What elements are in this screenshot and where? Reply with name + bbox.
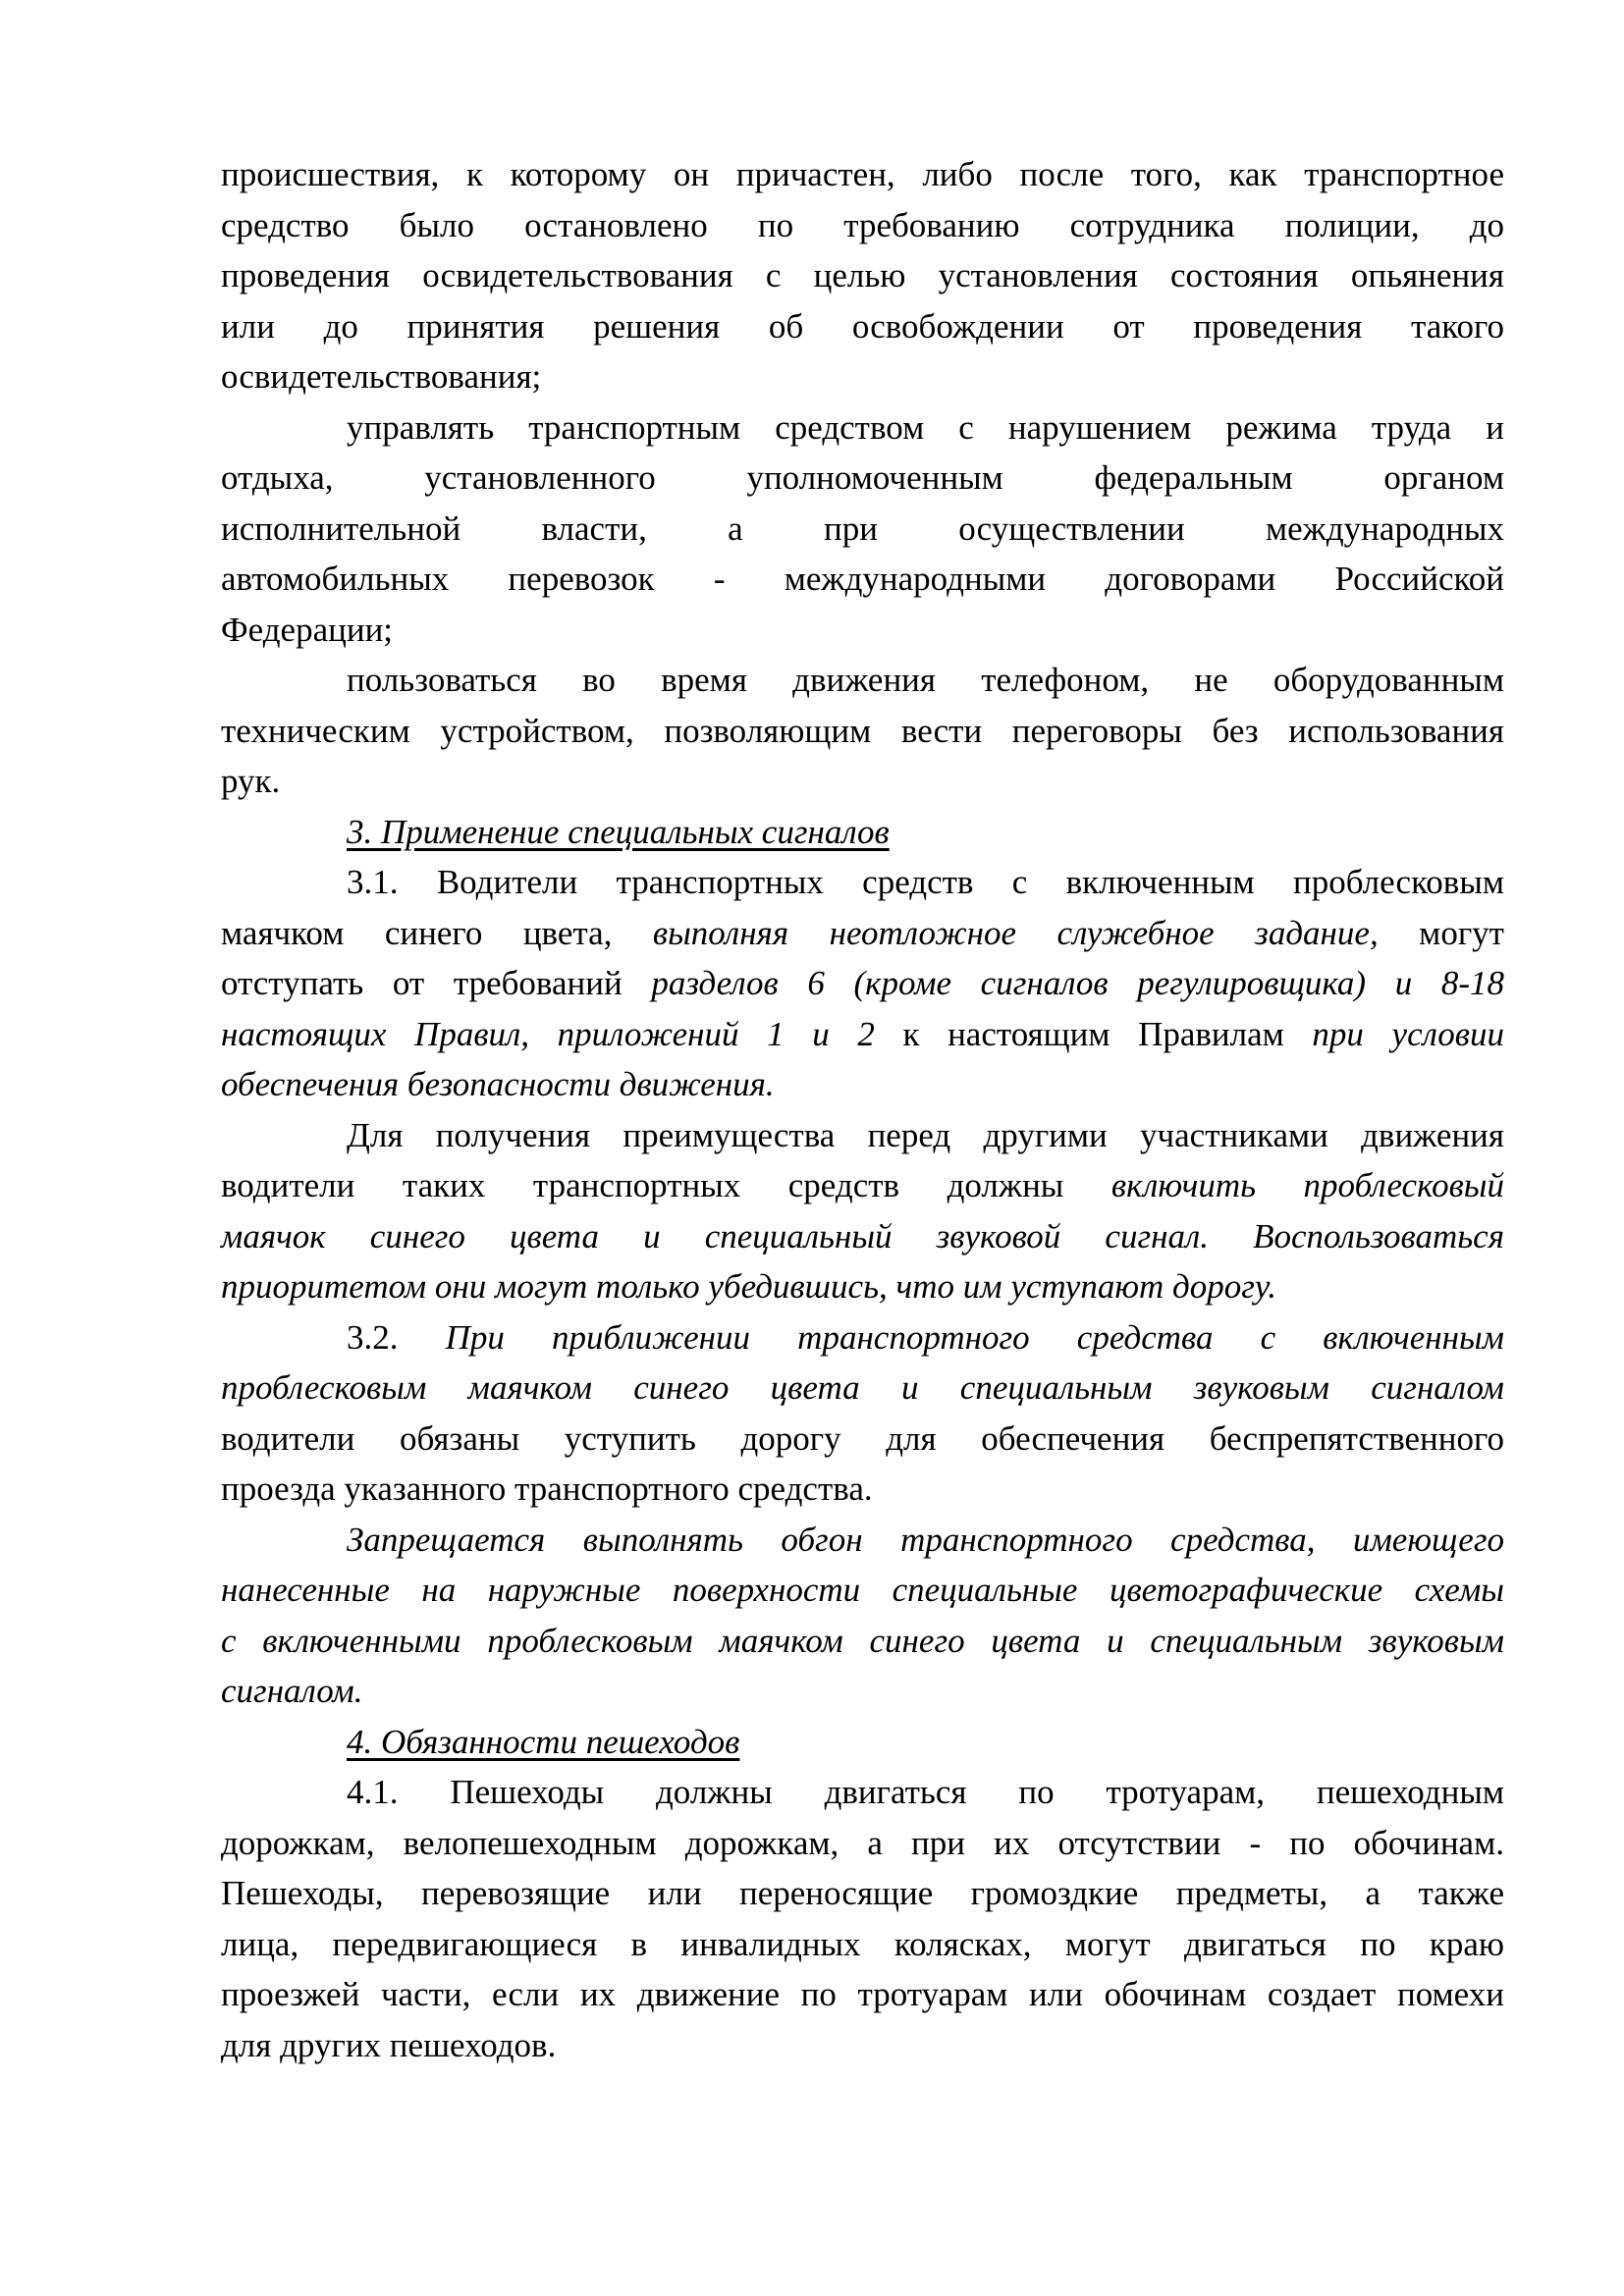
text-run: отдыха, установленного уполномоченным федеральным органом <box>221 458 1504 497</box>
text-line <box>221 200 1504 251</box>
text-run: техническим устройством, позволяющим вести переговоры без использования <box>221 711 1504 750</box>
text-line <box>221 351 1504 402</box>
text-line <box>221 2020 1504 2071</box>
text-run-italic: при условии <box>1312 1014 1504 1053</box>
text-line <box>221 1919 1504 1970</box>
text-line <box>221 605 1504 656</box>
text-run: или до принятия решения об освобождении от проведения такого <box>221 306 1504 346</box>
text-line <box>221 250 1504 301</box>
text-run: проезжей части, если их движение по тротуарам или обочинам создает помехи <box>221 1975 1504 2013</box>
text-line <box>221 402 1504 454</box>
text-run: водители обязаны уступить дорогу для обеспечения беспрепятственного <box>221 1418 1504 1458</box>
text-line <box>221 301 1504 352</box>
text-run-italic: включить проблесковый <box>1110 1166 1505 1204</box>
text-line <box>221 1059 1504 1110</box>
text-line <box>221 1515 1504 1566</box>
text-run: Для получения преимущества перед другими участниками движения <box>347 1115 1504 1154</box>
text-run: водители таких транспортных средств должны <box>221 1166 1111 1204</box>
text-line <box>221 1969 1504 2020</box>
text-line <box>221 149 1504 200</box>
text-run-italic: разделов 6 (кроме сигналов регулировщика) и 8-18 <box>651 964 1504 1002</box>
text-line <box>221 1616 1504 1667</box>
section-4-heading <box>221 1717 1504 1768</box>
text-run: автомобильных перевозок - международными договорами Российской <box>221 560 1504 598</box>
text-line <box>221 1362 1504 1414</box>
text-run: дорожкам, велопешеходным дорожкам, а при их отсутствии - по обочинам. <box>221 1823 1504 1862</box>
text-line <box>221 1009 1504 1060</box>
text-run: Пешеходы, перевозящие или переносящие громоздкие предметы, а также <box>221 1874 1504 1912</box>
heading-text: 3. Применение специальных сигналов <box>347 812 890 851</box>
text-line <box>221 1211 1504 1262</box>
text-run: отступать от требований <box>221 964 652 1002</box>
text-run: 3.2. <box>347 1317 446 1357</box>
text-line <box>221 857 1504 908</box>
text-line <box>221 958 1504 1009</box>
text-run: для других пешеходов. <box>221 2025 557 2064</box>
text-line <box>221 1110 1504 1161</box>
text-run: могут <box>1378 913 1504 952</box>
text-line <box>221 554 1504 605</box>
text-line <box>221 1261 1504 1312</box>
text-line <box>221 1312 1504 1363</box>
text-run: происшествия, к которому он причастен, либо после того, как транспортное <box>221 155 1504 193</box>
text-run-italic: приоритетом они могут только убедившись, что им уступают дорогу. <box>221 1267 1276 1306</box>
text-line <box>221 1666 1504 1717</box>
text-run-italic: выполняя неотложное служебное задание, <box>652 913 1379 952</box>
text-line <box>221 908 1504 959</box>
text-line <box>221 1160 1504 1211</box>
text-line <box>221 504 1504 555</box>
text-run-italic: проблесковым маячком синего цвета и специальным звуковым сигналом <box>221 1368 1504 1407</box>
text-run: проведения освидетельствования с целью установления состояния опьянения <box>221 256 1504 294</box>
text-run: освидетельствования; <box>221 357 542 396</box>
section-3-heading <box>221 807 1504 858</box>
text-run: к настоящим Правилам <box>874 1014 1313 1053</box>
text-run: маячком синего цвета, <box>221 913 653 952</box>
text-run: проезда указанного транспортного средства. <box>221 1469 873 1508</box>
text-line <box>221 655 1504 706</box>
text-line <box>221 1464 1504 1515</box>
text-run: управлять транспортным средством с нарушением режима труда и <box>347 407 1504 447</box>
text-line <box>221 706 1504 757</box>
text-run: лица, передвигающиеся в инвалидных колясках, могут двигаться по краю <box>221 1924 1504 1963</box>
text-run: средство было остановлено по требованию сотрудника полиции, до <box>221 205 1504 244</box>
text-run: 4.1. Пешеходы должны двигаться по тротуарам, пешеходным <box>347 1773 1504 1811</box>
text-run-italic: с включенными проблесковым маячком синего цвета и специальным звуковым <box>221 1621 1504 1660</box>
text-line <box>221 453 1504 504</box>
text-line <box>221 1414 1504 1465</box>
text-run-italic: нанесенные на наружные поверхности специальные цветографические схемы <box>221 1571 1504 1609</box>
text-run-italic: настоящих Правил, приложений 1 и 2 <box>221 1014 875 1053</box>
text-run: исполнительной власти, а при осуществлении международных <box>221 508 1504 548</box>
text-run-italic: маячок синего цвета и специальный звуковой сигнал. Воспользоваться <box>221 1216 1504 1255</box>
text-run-italic: обеспечения безопасности движения. <box>221 1065 775 1103</box>
text-line <box>221 1767 1504 1818</box>
text-line <box>221 1565 1504 1616</box>
text-line <box>221 1818 1504 1869</box>
text-run: 3.1. Водители транспортных средств с включенным проблесковым <box>347 863 1504 901</box>
text-line <box>221 756 1504 807</box>
text-run-italic: сигналом. <box>221 1672 363 1710</box>
text-run: рук. <box>221 762 281 800</box>
text-run: пользоваться во время движения телефоном, не оборудованным <box>347 661 1504 699</box>
text-run: Федерации; <box>221 610 394 649</box>
text-run-italic: Запрещается выполнять обгон транспортного средства, имеющего <box>347 1520 1504 1559</box>
text-line <box>221 1868 1504 1919</box>
heading-text: 4. Обязанности пешеходов <box>347 1722 740 1761</box>
text-run-italic: При приближении транспортного средства с включенным <box>445 1317 1505 1357</box>
